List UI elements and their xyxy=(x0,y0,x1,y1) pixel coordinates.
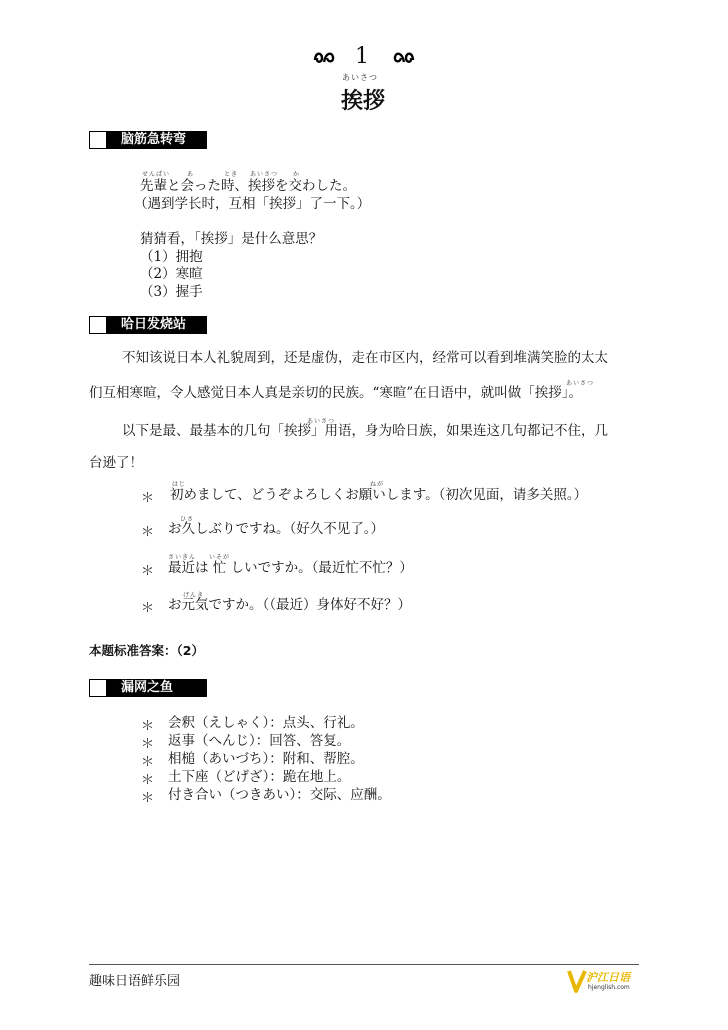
chapter-number: 1 xyxy=(355,44,369,69)
heading-label: 哈日发烧站 xyxy=(107,316,207,334)
section-heading-brain-teaser xyxy=(89,131,209,149)
bullet: ＊ xyxy=(141,491,155,506)
example-sentence-cn: （遇到学长时，互相「挨拶」了一下。） xyxy=(134,196,371,212)
logo-sub: hjenglish.com xyxy=(588,984,630,991)
phrase-ruby: ねが xyxy=(370,481,385,488)
footer-title: 趣味日语鲜乐园 xyxy=(89,974,181,989)
quiz-option-2: （2）寒暄 xyxy=(140,266,203,282)
ornament-left-icon xyxy=(312,48,336,66)
phrase-ruby: げんき xyxy=(183,592,205,599)
quiz-question: 猜猜看，「挨拶」是什么意思？ xyxy=(140,231,323,247)
bullet: ＊ xyxy=(141,773,155,788)
paragraph-2-ruby: あいさつ xyxy=(307,418,336,425)
bullet: ＊ xyxy=(141,737,155,752)
quiz-option-3: （3）握手 xyxy=(140,284,203,300)
vocab-item: 付き合い（つきあい）：交际、应酬。 xyxy=(168,787,391,803)
bullet: ＊ xyxy=(141,601,155,616)
paragraph-1-ruby: あいさつ xyxy=(566,380,595,387)
phrase-ruby: さいきん xyxy=(168,554,197,561)
answer-line: 本题标准答案：（2） xyxy=(89,643,204,658)
logo-text: 沪江日语 xyxy=(586,971,630,984)
vocab-item: 返事（へんじ）：回答、答复。 xyxy=(168,733,351,749)
ruby-senpai: せんぱい xyxy=(142,171,171,178)
paragraph-2-line-1: 以下是最、最基本的几句「挨拶」用语，身为哈日族，如果连这几句都记不住，几 xyxy=(122,423,608,439)
heading-square xyxy=(89,131,107,149)
paragraph-2-line-2: 台逊了！ xyxy=(89,455,143,471)
vocab-item: 土下座（どげざ）：跪在地上。 xyxy=(168,769,351,785)
chapter-header xyxy=(300,44,430,68)
section-heading-missed-fish xyxy=(89,679,209,697)
page-title: 挨拶 xyxy=(341,89,386,114)
example-sentence-jp: 先輩と会った時、挨拶を交わした。 xyxy=(140,178,356,194)
footer-divider xyxy=(89,964,639,965)
ruby-toki: とき xyxy=(224,171,239,178)
ornament-right-icon xyxy=(392,48,416,66)
heading-label: 脑筋急转弯 xyxy=(107,131,207,149)
phrase-4: お元気ですか。（（最近）身体好不好？） xyxy=(168,597,411,613)
paragraph-1-line-2: 们互相寒暄，令人感觉日本人真是亲切的民族。“寒暄”在日语中，就叫做「挨拶」。 xyxy=(89,385,583,401)
heading-square xyxy=(89,316,107,334)
phrase-2: お久しぶりですね。（好久不见了。） xyxy=(168,521,384,537)
paragraph-1-line-1: 不知该说日本人礼貌周到，还是虚伪，走在市区内，经常可以看到堆满笑脸的太太 xyxy=(122,350,608,366)
bullet: ＊ xyxy=(141,791,155,806)
ruby-ka: か xyxy=(293,171,301,178)
phrase-ruby: いそが xyxy=(209,554,231,561)
bullet: ＊ xyxy=(141,719,155,734)
phrase-ruby: ひさ xyxy=(180,516,195,523)
phrase-ruby: はじ xyxy=(172,481,187,488)
logo-icon xyxy=(566,968,588,994)
bullet: ＊ xyxy=(141,755,155,770)
bullet: ＊ xyxy=(141,564,155,579)
title-ruby: あいさつ xyxy=(342,73,378,82)
section-heading-harri xyxy=(89,316,209,334)
ruby-a: あ xyxy=(187,171,195,178)
footer-logo xyxy=(566,966,644,996)
bullet: ＊ xyxy=(141,525,155,540)
quiz-option-1: （1）拥抱 xyxy=(140,249,203,265)
phrase-3: 最近は 忙 しいですか。（最近忙不忙？） xyxy=(168,560,413,576)
heading-label: 漏网之鱼 xyxy=(107,679,207,697)
phrase-1: 初めまして、どうぞよろしくお願いします。（初次见面，请多关照。） xyxy=(170,487,588,503)
vocab-item: 会釈（えしゃく）：点头、行礼。 xyxy=(168,715,364,731)
ruby-aisatsu: あいさつ xyxy=(250,171,279,178)
heading-square xyxy=(89,679,107,697)
vocab-item: 相槌（あいづち）：附和、帮腔。 xyxy=(168,751,364,767)
